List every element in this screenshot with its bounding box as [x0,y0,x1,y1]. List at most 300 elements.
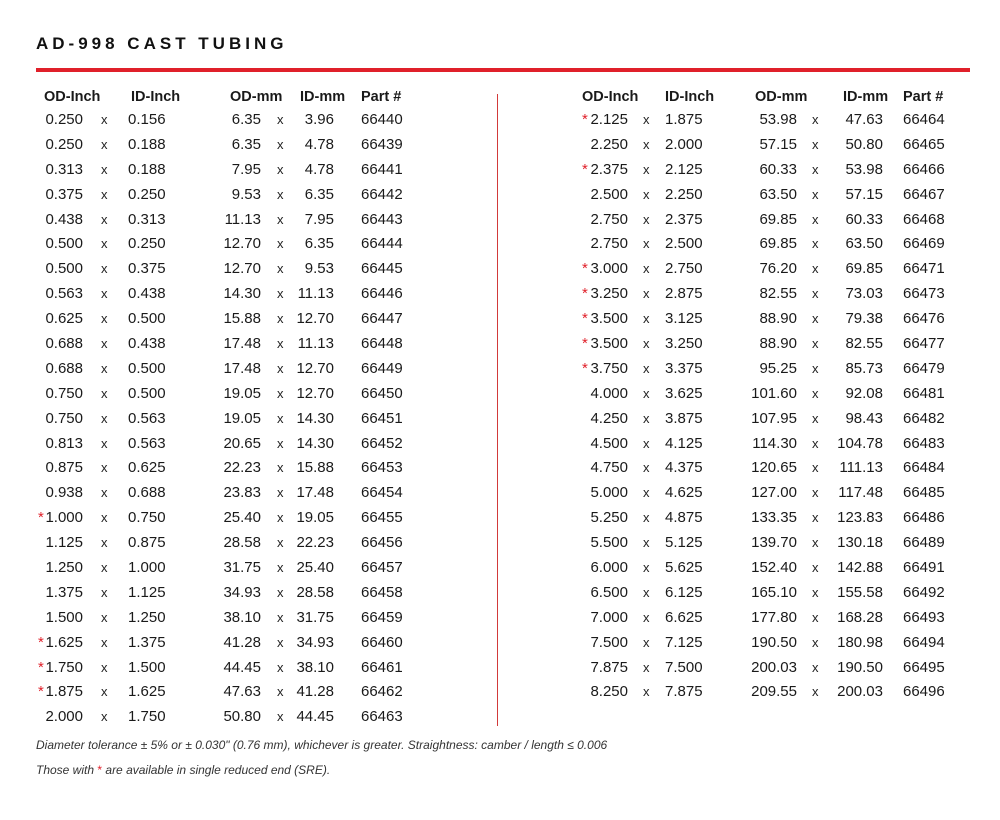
od-mm-cell: 20.65 [223,434,261,452]
part-number-cell: 66485 [903,484,945,502]
id-mm-cell: 111.13 [839,459,883,477]
od-mm-cell: 63.50 [759,185,797,203]
id-inch-cell: 1.750 [128,708,166,726]
od-inch-cell: 1.250 [45,559,83,577]
od-mm-cell: 31.75 [223,559,261,577]
id-inch-cell: 0.500 [128,359,166,377]
od-mm-cell: 88.90 [759,310,797,328]
times-separator: x [101,112,108,127]
od-mm-cell: 95.25 [759,359,797,377]
id-mm-cell: 15.88 [296,459,334,477]
od-inch-cell: 6.000 [590,559,628,577]
id-mm-cell: 190.50 [837,658,883,676]
part-number-cell: 66471 [903,260,945,278]
id-inch-cell: 0.375 [128,260,166,278]
part-number-cell: 66494 [903,633,945,651]
times-separator: x [643,510,650,526]
header-od-mm: OD-mm [755,89,808,105]
table-row [0,581,460,606]
times-separator: x [643,485,650,501]
od-mm-cell: 47.63 [223,683,261,701]
table-row [540,232,1000,257]
od-mm-cell: 44.45 [223,658,261,676]
times-separator: x [277,360,284,376]
times-separator: x [643,236,650,252]
od-mm-cell: 6.35 [231,111,261,128]
times-separator: x [277,609,284,625]
tolerance-note: Diameter tolerance ± 5% or ± 0.030" (0.76 mm), whichever is greater. Straightness: camber / length ≤ 0.006 [36,738,608,752]
od-mm-cell: 7.95 [231,160,261,178]
times-separator: x [812,485,819,501]
times-separator: x [101,684,108,700]
times-separator: x [812,435,819,451]
part-number-cell: 66479 [903,359,945,377]
times-separator: x [101,560,108,576]
id-mm-cell: 17.48 [296,484,334,502]
times-separator: x [101,336,108,352]
times-separator: x [812,659,819,675]
sre-star: * [582,111,588,128]
id-mm-cell: 11.13 [297,335,334,353]
times-separator: x [812,385,819,401]
id-inch-cell: 7.125 [665,633,703,651]
id-mm-cell: 60.33 [845,210,883,228]
times-separator: x [277,161,284,177]
id-inch-cell: 0.313 [128,210,166,228]
id-mm-cell: 130.18 [837,534,883,552]
times-separator: x [101,261,108,277]
id-mm-cell: 82.55 [845,335,883,353]
od-mm-cell: 120.65 [751,459,797,477]
table-row [0,257,460,282]
times-separator: x [101,311,108,327]
times-separator: x [277,211,284,227]
times-separator: x [643,311,650,327]
part-number-cell: 66484 [903,459,945,477]
column-divider [497,94,498,726]
id-mm-cell: 142.88 [837,559,883,577]
id-mm-cell: 12.70 [296,384,334,402]
sre-star: * [582,335,588,353]
od-mm-cell: 11.13 [224,210,261,228]
id-inch-cell: 7.500 [665,658,703,676]
times-separator: x [643,634,650,650]
table-header [540,86,1000,108]
part-number-cell: 66453 [361,459,403,477]
id-inch-cell: 4.875 [665,509,703,527]
od-inch-cell: 1.625 [45,633,83,651]
id-mm-cell: 63.50 [845,235,883,253]
od-mm-cell: 69.85 [759,210,797,228]
sre-star: * [38,509,44,527]
od-inch-cell: 0.438 [45,210,83,228]
od-mm-cell: 107.95 [751,409,797,427]
id-mm-cell: 47.63 [845,111,883,128]
part-number-cell: 66492 [903,583,945,601]
table-row [0,556,460,581]
tubing-table-left [0,86,460,730]
part-number-cell: 66444 [361,235,403,253]
times-separator: x [101,360,108,376]
times-separator: x [812,560,819,576]
id-mm-cell: 123.83 [837,509,883,527]
od-mm-cell: 28.58 [223,534,261,552]
times-separator: x [101,485,108,501]
sre-star: * [582,310,588,328]
times-separator: x [812,236,819,252]
times-separator: x [812,460,819,476]
table-row [0,357,460,382]
od-inch-cell: 2.500 [590,185,628,203]
od-mm-cell: 19.05 [223,384,261,402]
od-inch-cell: 0.500 [45,235,83,253]
times-separator: x [277,659,284,675]
sre-note-suffix: are available in single reduced end (SRE). [105,763,331,777]
od-inch-cell: 3.500 [590,310,628,328]
table-row [0,158,460,183]
id-mm-cell: 155.58 [837,583,883,601]
id-inch-cell: 0.500 [128,384,166,402]
times-separator: x [812,161,819,177]
id-mm-cell: 180.98 [837,633,883,651]
times-separator: x [101,186,108,202]
id-mm-cell: 41.28 [296,683,334,701]
times-separator: x [643,211,650,227]
times-separator: x [101,385,108,401]
times-separator: x [812,634,819,650]
od-inch-cell: 1.500 [45,608,83,626]
od-mm-cell: 139.70 [751,534,797,552]
id-mm-cell: 104.78 [837,434,883,452]
id-mm-cell: 22.23 [296,534,334,552]
od-mm-cell: 152.40 [751,559,797,577]
part-number-cell: 66451 [361,409,403,427]
od-inch-cell: 1.000 [45,509,83,527]
times-separator: x [643,112,650,127]
times-separator: x [101,634,108,650]
id-mm-cell: 73.03 [845,285,883,303]
id-inch-cell: 0.688 [128,484,166,502]
od-inch-cell: 0.500 [45,260,83,278]
tubing-table-right [540,86,1000,705]
table-row [0,481,460,506]
od-mm-cell: 177.80 [751,608,797,626]
od-inch-cell: 0.313 [45,160,83,178]
part-number-cell: 66457 [361,559,403,577]
times-separator: x [812,535,819,551]
table-row [0,432,460,457]
header-od-inch: OD-Inch [44,89,101,105]
od-inch-cell: 2.125 [590,111,628,128]
id-mm-cell: 38.10 [296,658,334,676]
header-od-inch: OD-Inch [582,89,639,105]
id-mm-cell: 6.35 [304,185,334,203]
od-mm-cell: 6.35 [231,135,261,153]
id-inch-cell: 1.000 [128,559,166,577]
table-row [540,432,1000,457]
od-mm-cell: 14.30 [223,285,261,303]
od-mm-cell: 88.90 [759,335,797,353]
id-mm-cell: 98.43 [845,409,883,427]
od-inch-cell: 4.500 [590,434,628,452]
od-inch-cell: 0.688 [45,335,83,353]
sre-star: * [38,633,44,651]
od-mm-cell: 17.48 [223,335,261,353]
times-separator: x [643,560,650,576]
times-separator: x [277,136,284,152]
id-mm-cell: 200.03 [837,683,883,701]
id-mm-cell: 85.73 [845,359,883,377]
table-row [540,656,1000,681]
table-row [540,208,1000,233]
id-mm-cell: 25.40 [296,559,334,577]
times-separator: x [643,261,650,277]
part-number-cell: 66473 [903,285,945,303]
header-id-inch: ID-Inch [665,89,715,105]
od-inch-cell: 0.750 [45,384,83,402]
id-mm-cell: 31.75 [296,608,334,626]
times-separator: x [101,435,108,451]
od-inch-cell: 0.750 [45,409,83,427]
times-separator: x [101,535,108,551]
od-inch-cell: 2.375 [590,160,628,178]
part-number-cell: 66469 [903,235,945,253]
part-number-cell: 66456 [361,534,403,552]
times-separator: x [277,684,284,700]
times-separator: x [277,709,284,725]
id-inch-cell: 0.188 [128,160,166,178]
times-separator: x [812,510,819,526]
od-mm-cell: 53.98 [759,111,797,128]
od-inch-cell: 7.000 [590,608,628,626]
times-separator: x [643,435,650,451]
times-separator: x [812,684,819,700]
times-separator: x [101,211,108,227]
times-separator: x [101,236,108,252]
part-number-cell: 66458 [361,583,403,601]
od-mm-cell: 57.15 [759,135,797,153]
od-mm-cell: 38.10 [223,608,261,626]
part-number-cell: 66447 [361,310,403,328]
id-inch-cell: 2.500 [665,235,703,253]
table-row [0,332,460,357]
sre-note-prefix: Those with [36,763,95,777]
times-separator: x [101,510,108,526]
id-inch-cell: 1.625 [128,683,166,701]
times-separator: x [277,336,284,352]
od-inch-cell: 3.250 [590,285,628,303]
od-mm-cell: 15.88 [223,310,261,328]
od-inch-cell: 4.000 [590,384,628,402]
part-number-cell: 66467 [903,185,945,203]
od-inch-cell: 5.000 [590,484,628,502]
part-number-cell: 66465 [903,135,945,153]
id-inch-cell: 0.438 [128,285,166,303]
title-rule [36,68,970,72]
id-mm-cell: 11.13 [297,285,334,303]
id-inch-cell: 2.375 [665,210,703,228]
part-number-cell: 66466 [903,160,945,178]
part-number-cell: 66446 [361,285,403,303]
table-row [0,407,460,432]
od-inch-cell: 0.813 [45,434,83,452]
od-inch-cell: 3.750 [590,359,628,377]
id-mm-cell: 92.08 [845,384,883,402]
od-inch-cell: 3.500 [590,335,628,353]
id-mm-cell: 14.30 [296,434,334,452]
part-number-cell: 66445 [361,260,403,278]
od-inch-cell: 2.250 [590,135,628,153]
times-separator: x [277,485,284,501]
id-mm-cell: 4.78 [304,160,334,178]
table-row [540,556,1000,581]
table-row [0,232,460,257]
od-mm-cell: 60.33 [759,160,797,178]
od-mm-cell: 23.83 [223,484,261,502]
id-mm-cell: 44.45 [296,708,334,726]
part-number-cell: 66468 [903,210,945,228]
od-mm-cell: 76.20 [759,260,797,278]
part-number-cell: 66476 [903,310,945,328]
table-row [540,631,1000,656]
times-separator: x [277,535,284,551]
table-row [0,680,460,705]
table-row [0,307,460,332]
table-row [540,581,1000,606]
sre-star: * [582,160,588,178]
id-inch-cell: 5.125 [665,534,703,552]
od-inch-cell: 5.250 [590,509,628,527]
times-separator: x [812,360,819,376]
part-number-cell: 66493 [903,608,945,626]
times-separator: x [643,584,650,600]
part-number-cell: 66455 [361,509,403,527]
sre-star: * [38,658,44,676]
times-separator: x [277,385,284,401]
table-row [540,382,1000,407]
times-separator: x [101,136,108,152]
od-mm-cell: 200.03 [751,658,797,676]
times-separator: x [643,186,650,202]
od-inch-cell: 0.250 [45,135,83,153]
od-inch-cell: 1.750 [45,658,83,676]
times-separator: x [277,186,284,202]
table-row [0,656,460,681]
part-number-cell: 66448 [361,335,403,353]
part-number-cell: 66491 [903,559,945,577]
od-mm-cell: 41.28 [223,633,261,651]
id-inch-cell: 7.875 [665,683,703,701]
times-separator: x [101,584,108,600]
id-inch-cell: 5.625 [665,559,703,577]
id-inch-cell: 2.875 [665,285,703,303]
table-row [540,158,1000,183]
times-separator: x [812,609,819,625]
header-id-mm: ID-mm [300,89,346,105]
part-number-cell: 66483 [903,434,945,452]
times-separator: x [812,211,819,227]
times-separator: x [101,286,108,302]
od-inch-cell: 7.875 [590,658,628,676]
times-separator: x [277,236,284,252]
part-number-cell: 66449 [361,359,403,377]
times-separator: x [101,460,108,476]
times-separator: x [277,634,284,650]
table-row [540,183,1000,208]
od-mm-cell: 165.10 [751,583,797,601]
times-separator: x [643,535,650,551]
od-inch-cell: 6.500 [590,583,628,601]
table-row [540,606,1000,631]
id-mm-cell: 69.85 [845,260,883,278]
id-inch-cell: 1.125 [128,583,166,601]
id-mm-cell: 79.38 [845,310,883,328]
times-separator: x [812,261,819,277]
id-inch-cell: 1.250 [128,608,166,626]
times-separator: x [643,360,650,376]
id-inch-cell: 0.563 [128,409,166,427]
page-title: AD-998 CAST TUBING [36,34,288,53]
id-inch-cell: 6.625 [665,608,703,626]
times-separator: x [812,286,819,302]
id-inch-cell: 1.375 [128,633,166,651]
id-inch-cell: 4.375 [665,459,703,477]
table-row [0,183,460,208]
part-number-cell: 66481 [903,384,945,402]
times-separator: x [643,410,650,426]
id-mm-cell: 12.70 [296,359,334,377]
od-mm-cell: 190.50 [751,633,797,651]
times-separator: x [643,286,650,302]
table-row [540,307,1000,332]
part-number-cell: 66454 [361,484,403,502]
part-number-cell: 66477 [903,335,945,353]
id-inch-cell: 3.625 [665,384,703,402]
times-separator: x [277,286,284,302]
od-inch-cell: 4.250 [590,409,628,427]
times-separator: x [101,161,108,177]
sre-star: * [38,683,44,701]
header-id-inch: ID-Inch [131,89,181,105]
part-number-cell: 66464 [903,111,945,128]
times-separator: x [812,136,819,152]
od-mm-cell: 82.55 [759,285,797,303]
od-inch-cell: 2.750 [590,210,628,228]
od-mm-cell: 12.70 [223,260,261,278]
part-number-cell: 66495 [903,658,945,676]
id-inch-cell: 2.250 [665,185,703,203]
table-row [0,133,460,158]
table-row [540,680,1000,705]
id-mm-cell: 57.15 [845,185,883,203]
od-inch-cell: 0.625 [45,310,83,328]
times-separator: x [101,659,108,675]
id-inch-cell: 2.125 [665,160,703,178]
part-number-cell: 66463 [361,708,403,726]
times-separator: x [101,410,108,426]
times-separator: x [643,136,650,152]
id-inch-cell: 0.250 [128,235,166,253]
od-mm-cell: 50.80 [223,708,261,726]
part-number-cell: 66461 [361,658,403,676]
id-mm-cell: 7.95 [304,210,334,228]
od-inch-cell: 2.000 [45,708,83,726]
id-inch-cell: 0.625 [128,459,166,477]
od-mm-cell: 34.93 [223,583,261,601]
header-part: Part # [903,89,944,105]
sre-star: * [582,285,588,303]
table-row [0,208,460,233]
